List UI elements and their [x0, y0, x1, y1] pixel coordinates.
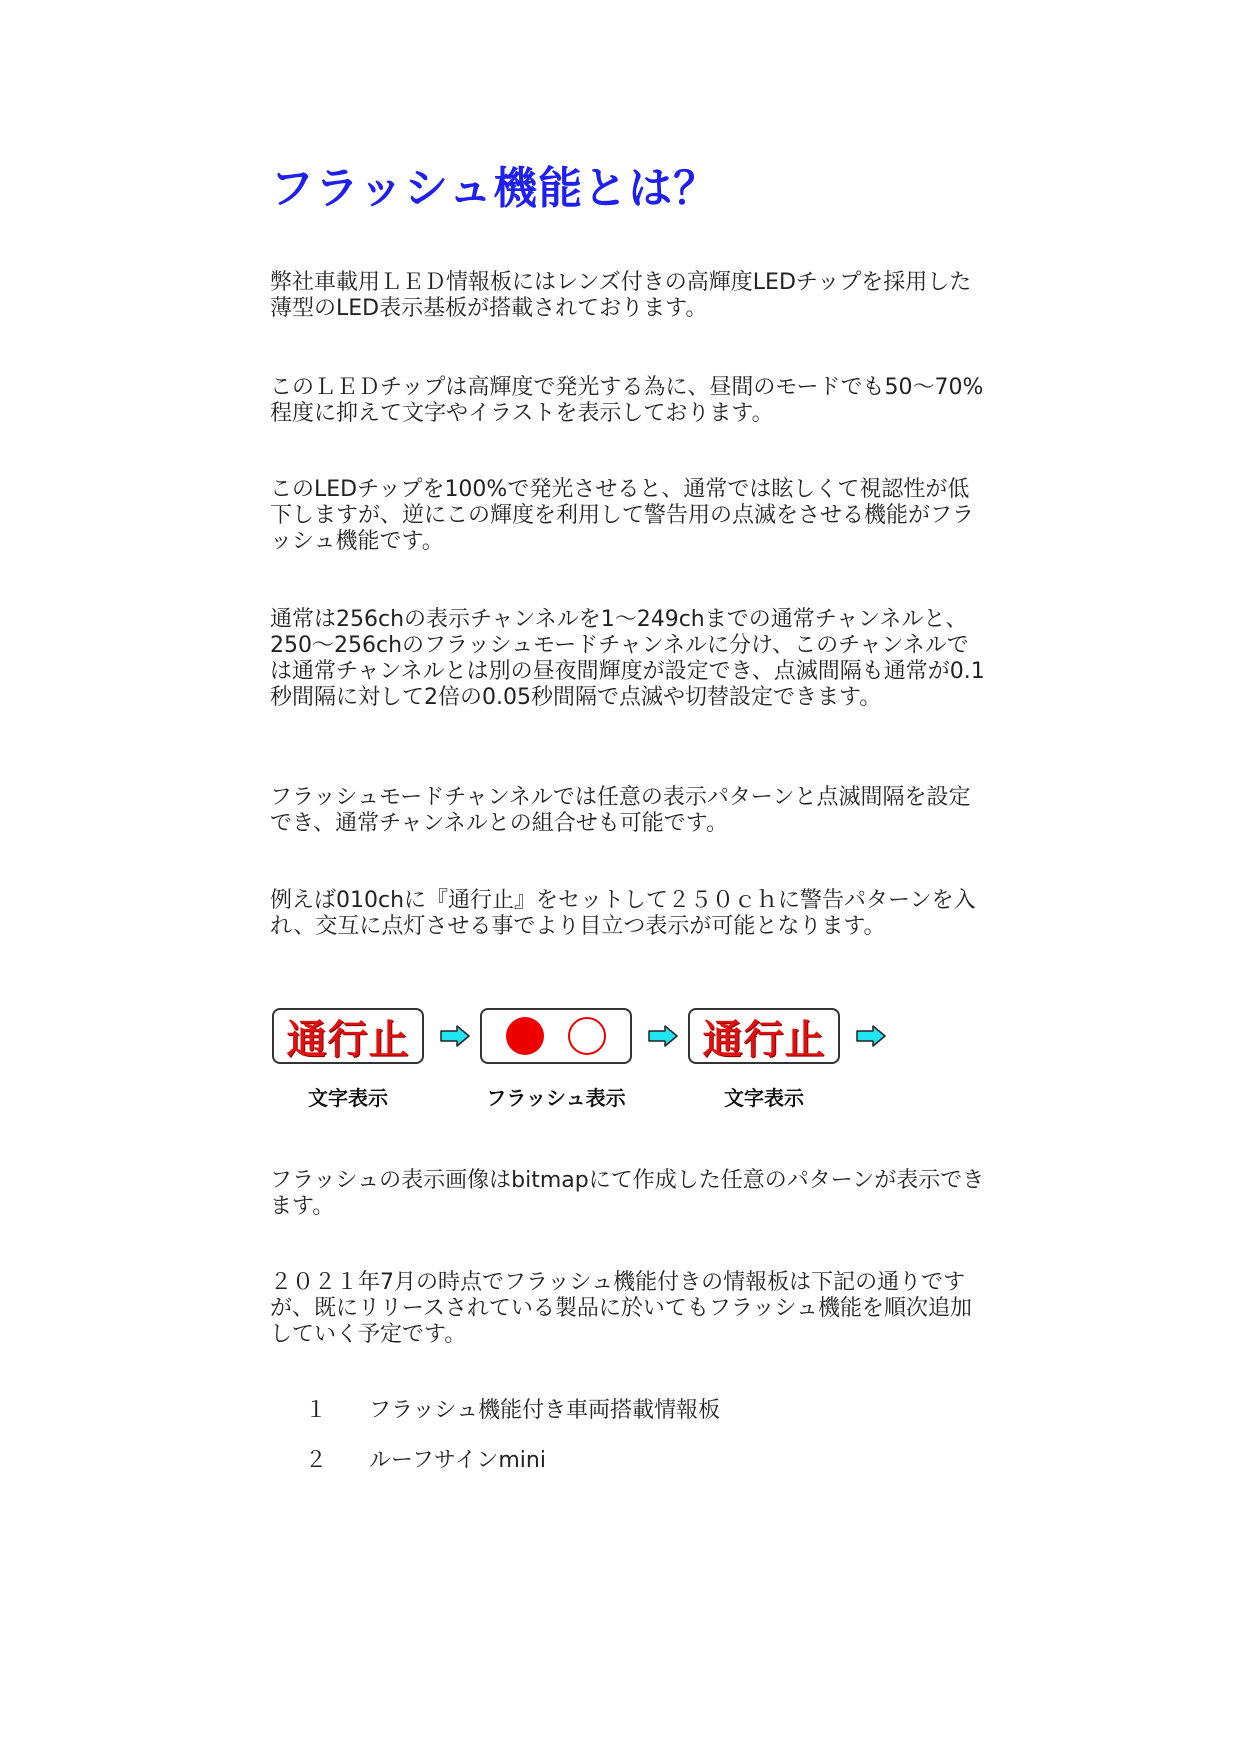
flash-sequence-diagram	[272, 1008, 912, 1138]
right-arrow-icon	[440, 1025, 470, 1047]
paragraph-availability: ２０２１年7月の時点でフラッシュ機能付きの情報板は下記の通りですが、既にリリースされている製品に於いてもフラッシュ機能を順次追加していく予定です。	[270, 1270, 973, 1347]
paragraph-bitmap: フラッシュの表示画像はbitmapにて作成した任意のパターンが表示できます。	[270, 1168, 985, 1219]
list-number: ２	[305, 1448, 328, 1473]
list-number: １	[305, 1398, 328, 1423]
list-item	[305, 1448, 546, 1474]
sign-box-text-2	[688, 1008, 840, 1064]
paragraph-brightness: このＬＥＤチップは高輝度で発光する為に、昼間のモードでも50～70%程度に抑えて文字やイラストを表示しております。	[270, 375, 984, 426]
hollow-circle-icon	[568, 1017, 606, 1055]
page-title: フラッシュ機能とは？	[270, 163, 719, 214]
paragraph-flash-definition: このLEDチップを100%で発光させると、通常では眩しくて視認性が低下しますが、逆にこの輝度を利用して警告用の点滅をさせる機能がフラッシュ機能です。	[270, 477, 975, 554]
list-item	[305, 1398, 720, 1424]
paragraph-example: 例えば010chに『通行止』をセットして２５０ｃｈに警告パターンを入れ、交互に点灯させる事でより目立つ表示が可能となります。	[270, 888, 976, 939]
paragraph-flash-mode: フラッシュモードチャンネルでは任意の表示パターンと点滅間隔を設定でき、通常チャンネルとの組合せも可能です。	[270, 785, 971, 836]
list-text: ルーフサインmini	[369, 1448, 546, 1473]
filled-circle-icon	[506, 1017, 544, 1055]
sign-text: 通行止	[702, 1016, 826, 1063]
right-arrow-icon	[648, 1025, 678, 1047]
sign-box-flash	[480, 1008, 632, 1064]
sign-box-text-1	[272, 1008, 424, 1064]
paragraph-channels: 通常は256chの表示チャンネルを1～249chまでの通常チャンネルと、250～256chのフラッシュモードチャンネルに分け、このチャンネルでは通常チャンネルとは別の昼夜間輝度が設定でき、点滅間隔も通常が0.1秒間隔に対して2倍の0.05秒間隔で点滅や切替設定できます。	[270, 607, 985, 710]
sign-text: 通行止	[286, 1016, 410, 1063]
caption-text-display-2: 文字表示	[724, 1086, 804, 1110]
paragraph-led-board: 弊社車載用ＬＥＤ情報板にはレンズ付きの高輝度LEDチップを採用した薄型のLED表示基板が搭載されております。	[270, 270, 972, 321]
caption-flash-display: フラッシュ表示	[486, 1086, 626, 1110]
list-text: フラッシュ機能付き車両搭載情報板	[369, 1398, 721, 1423]
caption-text-display-1: 文字表示	[308, 1086, 388, 1110]
right-arrow-icon	[856, 1025, 886, 1047]
